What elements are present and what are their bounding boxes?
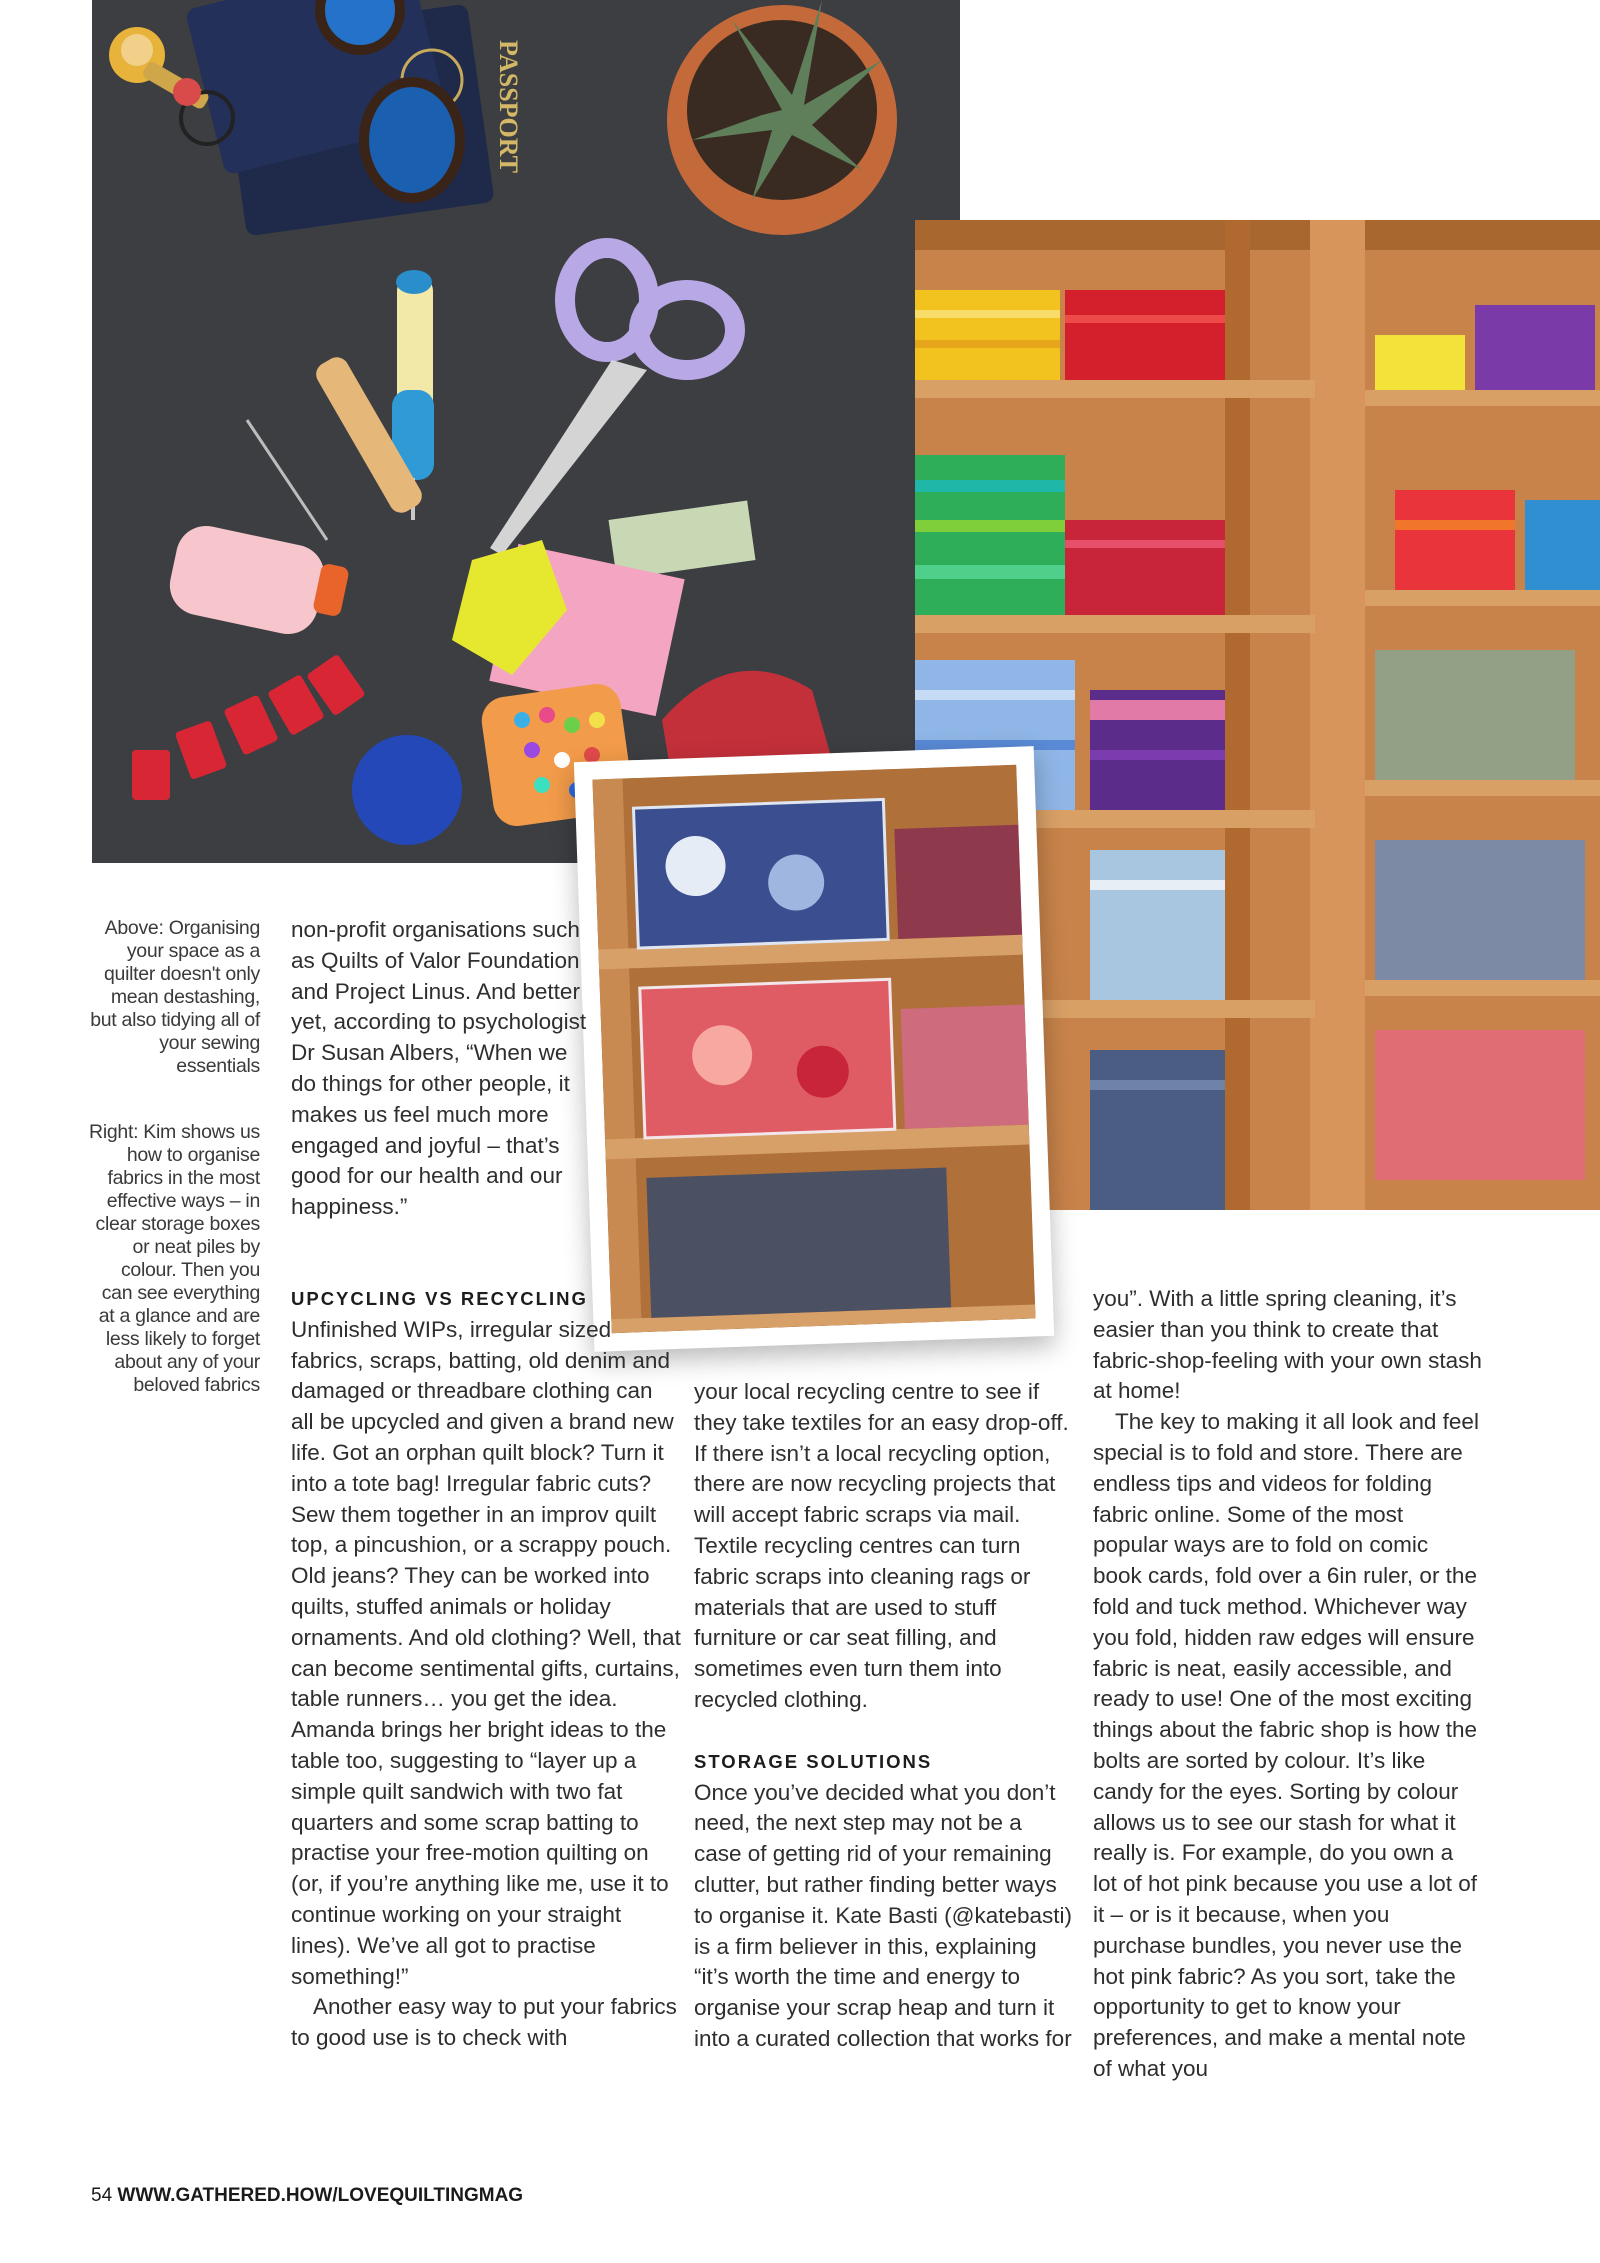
passport-label: PASSPORT xyxy=(494,40,523,173)
storage-paragraph: Once you’ve decided what you don’t need, the next step may not be a case of getting rid of your remaining clutter, but rather finding better ways to organise it. Kate Basti (@katebasti) is a firm believer in this, explaining “it’s worth the time and energy to organise your scrap heap and turn it into a curated collection that works for xyxy=(694,1779,1073,2051)
storage-paragraph-2: you”. With a little spring cleaning, it’s easier than you think to create that fabric-shop-feeling with your own stash at home! xyxy=(1093,1286,1482,1404)
fabric-stack-yellow xyxy=(915,290,1060,380)
article-column-3 xyxy=(1093,1284,1483,2085)
scrap-storage-boxes-photo xyxy=(574,746,1054,1352)
fabric-stack-crimson xyxy=(1065,520,1225,615)
storage-paragraph-3: The key to making it all look and feel special is to fold and store. There are endless tips and videos for folding fabric online. Some of the most popular ways are to fold on comic book cards, fold over a 6in ruler, or the fold and tuck method. Whichever way you fold, hidden raw edges will ensure fabric is neat, easily accessible, and ready to use! One of the most exciting things about the fabric shop is how the bolts are sorted by colour. It’s like candy for the eyes. Sorting by colour allows us to see our stash for what it really is. For example, do you own a lot of hot pink because you use a lot of it – or is it because, when you purchase bundles, you never use the hot pink fabric? As you sort, take the opportunity to get to know your preferences, and make a mental note of what you xyxy=(1093,1409,1479,2081)
fabric-stack-green xyxy=(915,455,1065,615)
upcycling-paragraph: Unfinished WIPs, irregular sized fabrics, scraps, batting, old denim and damaged or threadbare clothing can all be upcycled and given a brand new life. Got an orphan quilt block? Turn it into a tote bag! Irregular fabric cuts? Sew them together in an improv quilt top, a pincushion, or a scrappy pouch. Old jeans? They can be worked into quilts, stuffed animals or holiday ornaments. And old clothing? Well, that can become sentimental gifts, curtains, table runners… you get the idea. Amanda brings her bright ideas to the table too, suggesting to “layer up a simple quilt sandwich with two fat quarters and some scrap batting to practise your free-motion quilting on (or, if you’re anything like me, use it to continue working on your straight lines). We’ve all got to practise something!” xyxy=(291,1316,681,1989)
fabric-stack-red xyxy=(1065,290,1225,380)
heading-storage: STORAGE SOLUTIONS xyxy=(694,1750,933,1772)
box-pink-scraps xyxy=(640,979,895,1138)
caption-right: Right: Kim shows us how to organise fabrics in the most effective ways – in clear storage boxes or neat piles by colour. Then you can see everything at a glance and are less likely to forget about any of your beloved fabrics xyxy=(89,1121,260,1396)
intro-paragraph: non-profit organisations such as Quilts of Valor Foundation and Project Linus. And better yet, according to psychologist Dr Susan Albers, “When we do things for other people, it makes us feel much more engaged and joyful – that’s good for our health and our happiness.” xyxy=(291,917,587,1220)
scrap-box-2 xyxy=(1375,840,1585,980)
article-column-2 xyxy=(694,1377,1074,2055)
caption-above: Above: Organising your space as a quilter doesn't only mean destashing, but also tidying all of your sewing essentials xyxy=(90,917,260,1077)
page-number: 54 xyxy=(91,2185,113,2206)
heading-upcycling: UPCYCLING VS RECYCLING xyxy=(291,1288,588,1309)
fabric-stack-purple xyxy=(1090,690,1225,810)
fabric-stack-navy xyxy=(1090,1050,1225,1210)
page-footer xyxy=(91,2185,523,2207)
sewing-essentials-photo xyxy=(92,0,960,863)
magazine-url: WWW.GATHERED.HOW/LOVEQUILTINGMAG xyxy=(117,2185,524,2206)
article-column-1-top xyxy=(291,915,591,1223)
scrap-box-1 xyxy=(1375,650,1575,780)
upcycling-paragraph-2: Another easy way to put your fabrics to good use is to check with xyxy=(291,1994,677,2051)
scrap-box-3 xyxy=(1375,1030,1585,1180)
box-blue-scraps xyxy=(633,799,888,948)
fabric-stack-lightblue xyxy=(1090,850,1225,1000)
box-navy-scraps xyxy=(646,1167,951,1317)
crochet-thread-image xyxy=(352,735,462,845)
fabric-stack-right-red xyxy=(1395,490,1600,590)
recycling-paragraph: your local recycling centre to see if they take textiles for an easy drop-off. If there isn’t a local recycling option, there are now recycling projects that will accept fabric scraps via mail. Textile recycling centres can turn fabric scraps into cleaning rags or materials that are used to stuff furniture or car seat filling, and sometimes even turn them into recycled clothing. xyxy=(694,1379,1069,1712)
box-plum-scraps xyxy=(894,825,1022,939)
article-column-1 xyxy=(291,1284,681,2054)
box-rose-scraps xyxy=(901,1005,1029,1129)
